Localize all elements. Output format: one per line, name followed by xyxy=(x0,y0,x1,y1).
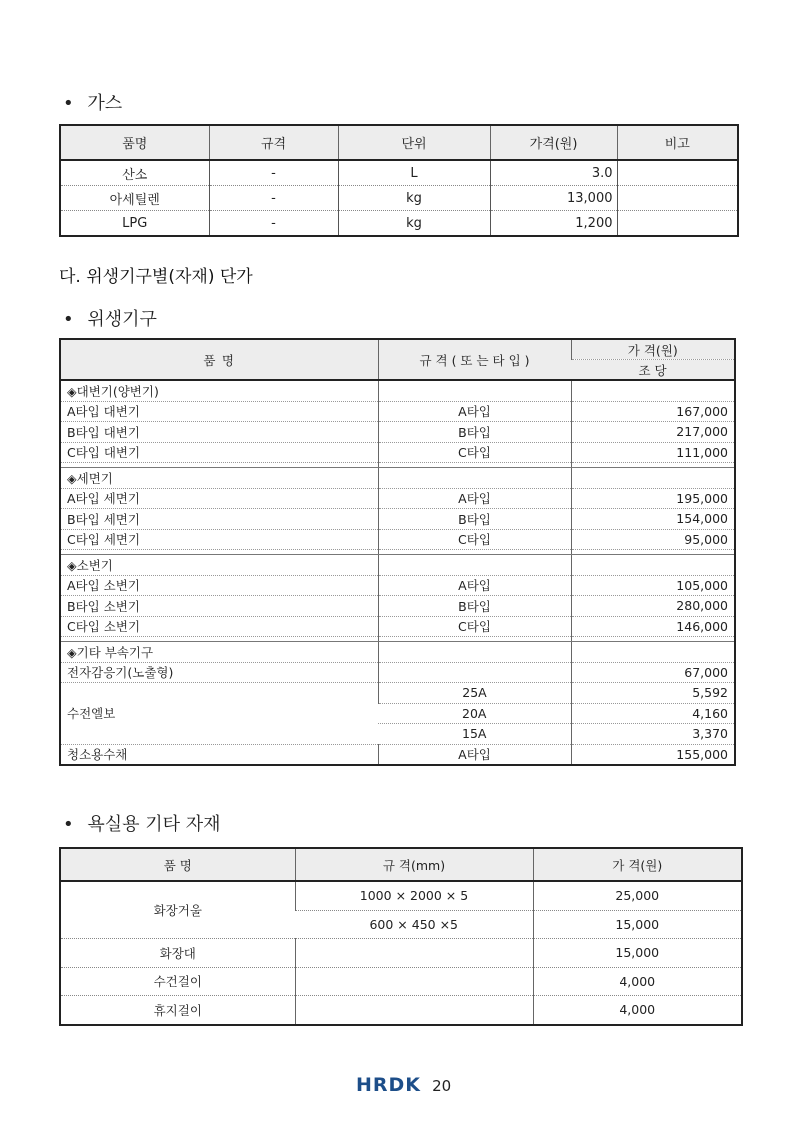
table-cell: LPG xyxy=(122,215,148,231)
item-spec: 1000 × 2000 × 5 xyxy=(295,881,533,910)
item-name: 화장대 xyxy=(60,939,295,968)
item-name: A타입 소변기 xyxy=(60,575,378,596)
item-name: B타입 대변기 xyxy=(60,422,378,443)
table-cell: - xyxy=(209,211,338,237)
item-price: 146,000 xyxy=(571,616,735,637)
group-title-row xyxy=(60,642,735,663)
item-price: 95,000 xyxy=(571,529,735,550)
group-title-row xyxy=(60,555,735,576)
item-spec xyxy=(295,996,533,1025)
group-title-row xyxy=(60,380,735,401)
item-spec: A타입 xyxy=(378,575,571,596)
table-row xyxy=(60,616,735,637)
column-header: 규 격(mm) xyxy=(295,848,533,881)
section-title: 가스 xyxy=(87,93,123,114)
item-spec: 600 × 450 ×5 xyxy=(295,910,533,939)
table-row xyxy=(60,211,738,237)
table-cell: kg xyxy=(338,211,490,237)
table-cell: 아세틸렌 xyxy=(60,186,209,211)
table-cell xyxy=(617,211,738,237)
item-price: 15,000 xyxy=(533,939,742,968)
item-name: 수전엘보 xyxy=(60,683,378,745)
column-header: 조 당 xyxy=(571,360,735,381)
table-row xyxy=(60,662,735,683)
table-row xyxy=(60,744,735,765)
item-name: A타입 세면기 xyxy=(60,488,378,509)
item-price: 167,000 xyxy=(571,401,735,422)
item-spec: B타입 xyxy=(378,596,571,617)
gas-price-table xyxy=(59,124,739,237)
item-price: 3,370 xyxy=(571,724,735,745)
table-row xyxy=(60,442,735,463)
item-spec: A타입 xyxy=(378,744,571,765)
column-header: 비고 xyxy=(617,125,738,160)
item-spec: B타입 xyxy=(378,509,571,530)
item-spec xyxy=(295,939,533,968)
item-price: 105,000 xyxy=(571,575,735,596)
column-header: 규 격 ( 또 는 타 입 ) xyxy=(378,339,571,380)
item-spec: B타입 xyxy=(378,422,571,443)
item-spec: 25A xyxy=(378,683,571,704)
group-title: ◈세면기 xyxy=(60,468,378,489)
item-price: 4,160 xyxy=(571,703,735,724)
table-cell: kg xyxy=(338,186,490,211)
table-cell: 1,200 xyxy=(490,211,617,237)
bullet: • xyxy=(63,309,74,330)
table-header-row xyxy=(60,848,742,881)
column-header: 품 명 xyxy=(60,848,295,881)
item-name: C타입 세면기 xyxy=(60,529,378,550)
table-row xyxy=(60,488,735,509)
item-name: A타입 대변기 xyxy=(60,401,378,422)
item-price: 25,000 xyxy=(533,881,742,910)
bath-material-table xyxy=(59,847,743,1026)
table-row xyxy=(60,575,735,596)
item-spec: 20A xyxy=(378,703,571,724)
table-row xyxy=(60,996,742,1025)
item-price: 67,000 xyxy=(571,662,735,683)
item-price: 154,000 xyxy=(571,509,735,530)
hrdk-logo: HRDK xyxy=(356,1074,422,1096)
item-spec xyxy=(295,967,533,996)
item-spec xyxy=(378,662,571,683)
column-header: 품 명 xyxy=(60,339,378,380)
bullet: • xyxy=(63,93,74,114)
column-header: 단위 xyxy=(338,125,490,160)
item-spec: A타입 xyxy=(378,401,571,422)
table-header-row xyxy=(60,339,735,360)
column-header: 가격(원) xyxy=(490,125,617,160)
item-spec: 15A xyxy=(378,724,571,745)
item-name: 전자감응기(노출형) xyxy=(60,662,378,683)
table-cell: 3.0 xyxy=(490,160,617,186)
item-price: 155,000 xyxy=(571,744,735,765)
table-row xyxy=(60,881,742,910)
item-name: 수건걸이 xyxy=(60,967,295,996)
column-header: 가 격(원) xyxy=(533,848,742,881)
item-spec: C타입 xyxy=(378,529,571,550)
table-row xyxy=(60,422,735,443)
table-row xyxy=(60,529,735,550)
item-name: C타입 대변기 xyxy=(60,442,378,463)
table-row xyxy=(60,967,742,996)
item-spec: C타입 xyxy=(378,616,571,637)
table-cell xyxy=(617,160,738,186)
item-price: 111,000 xyxy=(571,442,735,463)
table-cell xyxy=(617,186,738,211)
item-name: B타입 소변기 xyxy=(60,596,378,617)
table-row xyxy=(60,160,738,186)
group-title: ◈대변기(양변기) xyxy=(60,380,378,401)
item-name: 화장거울 xyxy=(60,881,295,939)
section-heading-sanitary xyxy=(63,305,157,331)
column-header: 품명 xyxy=(60,125,209,160)
table-row xyxy=(60,596,735,617)
section-title: 위생기구 xyxy=(87,309,157,330)
table-row xyxy=(60,939,742,968)
table-cell: L xyxy=(338,160,490,186)
item-name: C타입 소변기 xyxy=(60,616,378,637)
item-name: B타입 세면기 xyxy=(60,509,378,530)
item-spec: C타입 xyxy=(378,442,571,463)
item-price: 4,000 xyxy=(533,967,742,996)
table-cell: - xyxy=(209,186,338,211)
item-price: 4,000 xyxy=(533,996,742,1025)
column-header: 가 격(원) xyxy=(571,339,735,360)
column-header: 규격 xyxy=(209,125,338,160)
group-title-row xyxy=(60,468,735,489)
item-name: 청소용수채 xyxy=(67,747,128,763)
table-cell: 13,000 xyxy=(490,186,617,211)
item-spec: A타입 xyxy=(378,488,571,509)
table-row xyxy=(60,401,735,422)
table-cell: - xyxy=(209,160,338,186)
table-header-row xyxy=(60,125,738,160)
section-heading-gas xyxy=(63,89,122,115)
page-number: 20 xyxy=(432,1077,452,1095)
section-heading-bath xyxy=(63,810,221,836)
section-title: 욕실용 기타 자재 xyxy=(87,814,221,835)
item-price: 5,592 xyxy=(571,683,735,704)
section-heading-d: 다. 위생기구별(자재) 단가 xyxy=(59,267,253,287)
group-title: ◈소변기 xyxy=(60,555,378,576)
table-cell: 산소 xyxy=(60,160,209,186)
sanitary-price-table xyxy=(59,338,736,766)
item-price: 15,000 xyxy=(533,910,742,939)
item-price: 280,000 xyxy=(571,596,735,617)
footer xyxy=(356,1074,451,1096)
table-row xyxy=(60,509,735,530)
table-row xyxy=(60,683,735,704)
table-row xyxy=(60,186,738,211)
item-price: 195,000 xyxy=(571,488,735,509)
item-name: 휴지걸이 xyxy=(153,1002,202,1018)
item-price: 217,000 xyxy=(571,422,735,443)
group-title: ◈기타 부속기구 xyxy=(60,642,378,663)
bullet: • xyxy=(63,814,74,835)
